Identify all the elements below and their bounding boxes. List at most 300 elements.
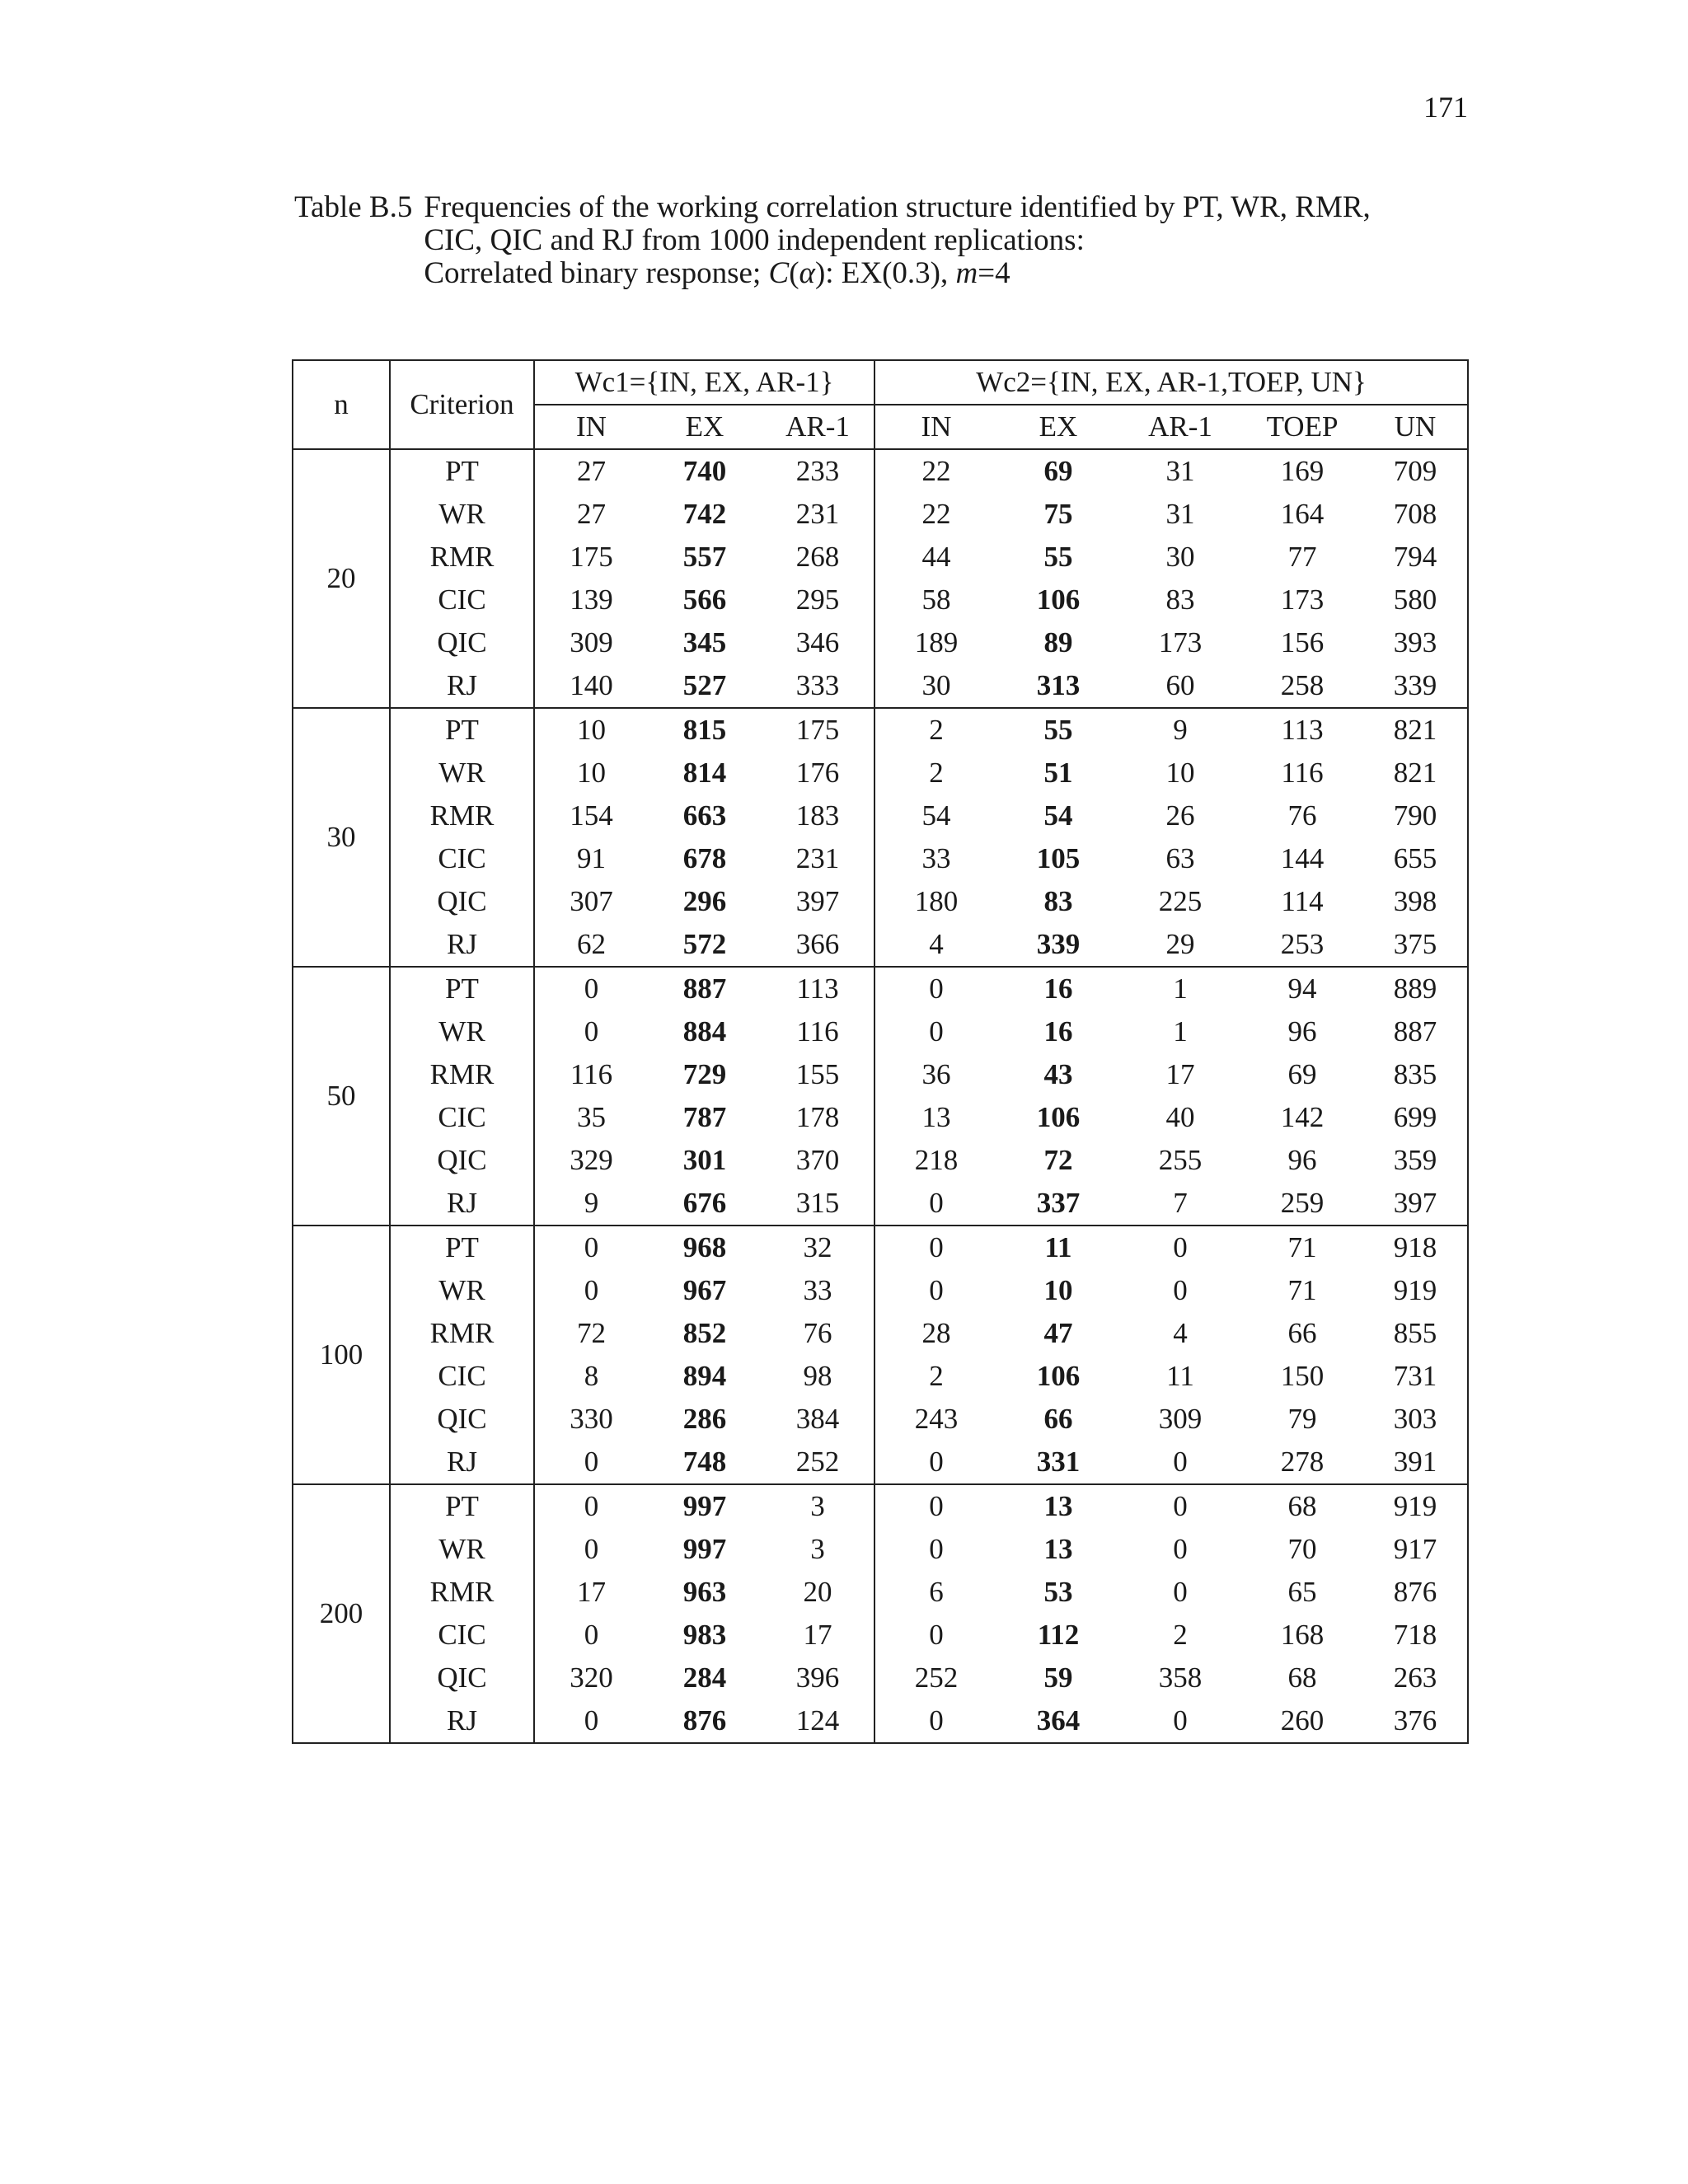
wc2-ar1-cell: 225 (1158, 885, 1203, 917)
wc2-ex-cell: 55 (1043, 714, 1073, 746)
table-label: Table B.5 (294, 190, 413, 224)
wc1-ar1-cell: 33 (762, 1269, 874, 1312)
wc2-ex-cell: 69 (1043, 455, 1073, 487)
criterion-cell: QIC (390, 1139, 534, 1182)
wc1-ex-cell: 740 (682, 455, 727, 487)
page-number: 171 (1423, 91, 1468, 124)
header-row-1 (293, 360, 1468, 405)
wc1-ar1-cell: 76 (762, 1312, 874, 1355)
wc2-toep-cell: 150 (1280, 1360, 1325, 1392)
table-row (293, 664, 1468, 708)
caption-c-symbol: C (768, 256, 790, 290)
criterion-cell: QIC (390, 1657, 534, 1699)
caption-line-3-prefix: Correlated binary response; (424, 256, 769, 290)
header-wc2-toep: TOEP (1241, 405, 1363, 449)
wc2-ex-cell: 55 (1043, 541, 1073, 573)
criterion-cell: RMR (390, 1312, 534, 1355)
wc1-in-cell: 27 (577, 455, 606, 487)
caption-body (424, 191, 1465, 290)
wc1-ar1-cell: 113 (762, 967, 874, 1010)
wc2-toep-cell: 68 (1287, 1490, 1317, 1522)
wc2-toep-cell: 169 (1280, 455, 1325, 487)
wc2-toep-cell: 96 (1287, 1144, 1317, 1176)
caption-paren-open: ( (789, 256, 799, 290)
header-wc1-ar1: AR-1 (762, 405, 874, 449)
wc1-ex-cell: 296 (682, 885, 727, 917)
criterion-cell: QIC (390, 1398, 534, 1441)
wc1-ar1-cell: 124 (762, 1699, 874, 1743)
sample-size-cell: 50 (293, 967, 390, 1226)
wc2-ex-cell: 13 (1043, 1490, 1073, 1522)
wc1-ex-cell: 894 (682, 1360, 727, 1392)
wc1-in-cell: 91 (577, 842, 606, 874)
caption-alpha-symbol: α (799, 256, 815, 290)
wc2-un-cell: 708 (1363, 493, 1468, 536)
wc2-un-cell: 835 (1363, 1053, 1468, 1096)
wc2-ar1-cell: 173 (1158, 626, 1203, 658)
wc2-toep-cell: 113 (1281, 714, 1324, 746)
caption-line-2: CIC, QIC and RJ from 1000 independent replications: (424, 223, 1085, 257)
wc2-toep-cell: 259 (1241, 1182, 1363, 1226)
wc1-ex-cell: 572 (648, 923, 762, 967)
wc2-ar1-cell: 29 (1119, 923, 1241, 967)
wc2-in-cell: 0 (929, 1619, 944, 1651)
wc2-ar1-cell: 63 (1165, 842, 1195, 874)
wc2-ar1-cell: 309 (1158, 1403, 1203, 1435)
wc1-in-cell: 0 (584, 1619, 599, 1651)
criterion-cell: QIC (390, 880, 534, 923)
criterion-cell: CIC (390, 1096, 534, 1139)
wc1-in-cell: 329 (570, 1144, 613, 1176)
header-wc2: Wc2={IN, EX, AR-1,TOEP, UN} (874, 360, 1468, 405)
wc2-ex-cell: 51 (1043, 757, 1073, 789)
wc1-in-cell: 154 (570, 799, 613, 832)
wc2-ex-cell: 106 (1036, 1360, 1081, 1392)
wc1-ex-cell: 566 (682, 583, 727, 616)
wc1-ar1-cell: 315 (762, 1182, 874, 1226)
wc2-un-cell: 876 (1363, 1571, 1468, 1614)
wc1-in-cell: 27 (577, 498, 606, 530)
wc2-ex-cell: 47 (1043, 1317, 1073, 1349)
wc2-ar1-cell: 0 (1173, 1576, 1188, 1608)
wc2-toep-cell: 253 (1241, 923, 1363, 967)
sample-size-cell: 30 (293, 708, 390, 967)
wc2-un-cell: 709 (1363, 449, 1468, 493)
wc2-un-cell: 718 (1363, 1614, 1468, 1657)
criterion-cell: PT (390, 967, 534, 1010)
wc2-ar1-cell: 0 (1173, 1274, 1188, 1306)
wc2-toep-cell: 114 (1281, 885, 1324, 917)
wc2-ar1-cell: 358 (1158, 1661, 1203, 1694)
wc2-toep-cell: 116 (1281, 757, 1324, 789)
wc1-ar1-cell: 384 (762, 1398, 874, 1441)
table-row (293, 1614, 1468, 1657)
wc1-ex-cell: 887 (682, 972, 727, 1005)
wc2-un-cell: 398 (1363, 880, 1468, 923)
wc2-toep-cell: 71 (1287, 1231, 1317, 1263)
wc1-ar1-cell: 333 (762, 664, 874, 708)
criterion-cell: PT (390, 708, 534, 752)
criterion-cell: PT (390, 1484, 534, 1528)
wc1-ex-cell: 852 (682, 1317, 727, 1349)
wc2-in-cell: 0 (929, 1231, 944, 1263)
wc1-ex-cell: 814 (682, 757, 727, 789)
wc2-in-cell: 22 (921, 455, 951, 487)
wc2-un-cell: 794 (1363, 536, 1468, 579)
wc2-ex-cell: 313 (997, 664, 1119, 708)
wc1-ar1-cell: 252 (762, 1441, 874, 1484)
wc2-in-cell: 2 (929, 714, 944, 746)
wc2-ar1-cell: 0 (1173, 1533, 1188, 1565)
wc1-in-cell: 35 (577, 1101, 606, 1133)
wc2-in-cell: 22 (921, 498, 951, 530)
wc2-in-cell: 0 (929, 1490, 944, 1522)
table-row (293, 621, 1468, 664)
wc2-ex-cell: 72 (1043, 1144, 1073, 1176)
wc2-un-cell: 821 (1363, 708, 1468, 752)
wc2-ar1-cell: 31 (1165, 498, 1195, 530)
wc2-ar1-cell: 1 (1173, 1015, 1188, 1047)
criterion-cell: RJ (390, 1699, 534, 1743)
table-row (293, 1355, 1468, 1398)
wc1-ex-cell: 742 (682, 498, 727, 530)
wc1-in-cell: 0 (584, 972, 599, 1005)
table-row (293, 1441, 1468, 1484)
table-row (293, 1010, 1468, 1053)
wc2-in-cell: 218 (914, 1144, 959, 1176)
criterion-cell: CIC (390, 837, 534, 880)
wc1-in-cell: 62 (534, 923, 648, 967)
wc1-in-cell: 72 (577, 1317, 606, 1349)
wc2-toep-cell: 71 (1287, 1274, 1317, 1306)
wc2-in-cell: 0 (929, 1274, 944, 1306)
criterion-cell: RJ (390, 664, 534, 708)
wc2-ar1-cell: 40 (1165, 1101, 1195, 1133)
wc1-ex-cell: 997 (682, 1533, 727, 1565)
header-wc2-ex: EX (997, 405, 1119, 449)
wc1-ar1-cell: 366 (762, 923, 874, 967)
wc1-ar1-cell: 176 (762, 752, 874, 794)
table-row (293, 1139, 1468, 1182)
wc2-un-cell: 919 (1363, 1269, 1468, 1312)
wc2-in-cell: 0 (874, 1699, 997, 1743)
table-row (293, 579, 1468, 621)
wc1-in-cell: 0 (584, 1533, 599, 1565)
table-body (293, 449, 1468, 1743)
criterion-cell: RJ (390, 1182, 534, 1226)
wc1-ar1-cell: 116 (762, 1010, 874, 1053)
wc1-ex-cell: 729 (682, 1058, 727, 1090)
table-row (293, 923, 1468, 967)
criterion-cell: CIC (390, 579, 534, 621)
wc1-ex-cell: 787 (682, 1101, 727, 1133)
criterion-cell: RMR (390, 1571, 534, 1614)
wc1-ex-cell: 557 (682, 541, 727, 573)
wc2-un-cell: 397 (1363, 1182, 1468, 1226)
wc2-in-cell: 13 (921, 1101, 951, 1133)
wc2-ar1-cell: 26 (1165, 799, 1195, 832)
wc2-toep-cell: 278 (1241, 1441, 1363, 1484)
table-row (293, 1398, 1468, 1441)
criterion-cell: QIC (390, 621, 534, 664)
wc1-ex-cell: 997 (682, 1490, 727, 1522)
wc1-in-cell: 175 (570, 541, 613, 573)
wc2-ar1-cell: 0 (1173, 1490, 1188, 1522)
wc2-toep-cell: 260 (1241, 1699, 1363, 1743)
wc2-ar1-cell: 255 (1158, 1144, 1203, 1176)
wc2-un-cell: 359 (1363, 1139, 1468, 1182)
wc2-ar1-cell: 60 (1119, 664, 1241, 708)
wc2-toep-cell: 69 (1287, 1058, 1317, 1090)
wc1-in-cell: 10 (577, 714, 606, 746)
wc2-toep-cell: 168 (1280, 1619, 1325, 1651)
wc2-toep-cell: 173 (1280, 583, 1325, 616)
wc2-ar1-cell: 7 (1119, 1182, 1241, 1226)
header-n: n (293, 360, 390, 449)
wc1-ar1-cell: 20 (762, 1571, 874, 1614)
wc2-toep-cell: 76 (1287, 799, 1317, 832)
wc2-ar1-cell: 17 (1165, 1058, 1195, 1090)
wc1-ar1-cell: 370 (762, 1139, 874, 1182)
wc2-toep-cell: 79 (1287, 1403, 1317, 1435)
wc1-in-cell: 0 (584, 1015, 599, 1047)
wc2-ex-cell: 83 (1043, 885, 1073, 917)
wc1-ex-cell: 676 (648, 1182, 762, 1226)
wc2-toep-cell: 96 (1287, 1015, 1317, 1047)
wc2-in-cell: 36 (921, 1058, 951, 1090)
wc1-ex-cell: 884 (682, 1015, 727, 1047)
wc1-in-cell: 320 (570, 1661, 613, 1694)
wc2-toep-cell: 142 (1280, 1101, 1325, 1133)
wc2-ex-cell: 112 (1037, 1619, 1080, 1651)
wc2-un-cell: 655 (1363, 837, 1468, 880)
header-wc2-ar1: AR-1 (1119, 405, 1241, 449)
wc1-in-cell: 0 (534, 1441, 648, 1484)
caption-line-1: Frequencies of the working correlation structure identified by PT, WR, RMR, (424, 190, 1371, 224)
criterion-cell: WR (390, 493, 534, 536)
sample-size-cell: 200 (293, 1484, 390, 1743)
header-criterion: Criterion (390, 360, 534, 449)
table-row (293, 1484, 1468, 1528)
header-wc2-in: IN (874, 405, 997, 449)
wc2-ex-cell: 11 (1044, 1231, 1072, 1263)
wc1-in-cell: 8 (584, 1360, 599, 1392)
criterion-cell: WR (390, 752, 534, 794)
wc1-ar1-cell: 3 (762, 1484, 874, 1528)
caption-m-symbol: m (955, 256, 978, 290)
wc2-ex-cell: 105 (1036, 842, 1081, 874)
table-row (293, 1571, 1468, 1614)
table-row (293, 449, 1468, 493)
wc2-un-cell: 731 (1363, 1355, 1468, 1398)
wc1-ar1-cell: 396 (762, 1657, 874, 1699)
wc2-un-cell: 855 (1363, 1312, 1468, 1355)
frequency-table (292, 359, 1469, 1744)
wc2-in-cell: 2 (929, 1360, 944, 1392)
wc2-un-cell: 887 (1363, 1010, 1468, 1053)
wc1-ex-cell: 301 (682, 1144, 727, 1176)
wc2-un-cell: 821 (1363, 752, 1468, 794)
wc2-in-cell: 4 (874, 923, 997, 967)
wc1-ar1-cell: 175 (762, 708, 874, 752)
criterion-cell: RJ (390, 1441, 534, 1484)
wc2-ar1-cell: 0 (1119, 1441, 1241, 1484)
wc2-ex-cell: 16 (1043, 972, 1073, 1005)
table-header (293, 360, 1468, 449)
wc2-toep-cell: 77 (1287, 541, 1317, 573)
criterion-cell: PT (390, 1226, 534, 1269)
wc2-in-cell: 0 (929, 1533, 944, 1565)
wc2-ex-cell: 13 (1043, 1533, 1073, 1565)
wc2-ex-cell: 43 (1043, 1058, 1073, 1090)
wc1-ar1-cell: 268 (762, 536, 874, 579)
wc2-un-cell: 919 (1363, 1484, 1468, 1528)
wc2-ar1-cell: 31 (1165, 455, 1195, 487)
wc1-in-cell: 0 (584, 1231, 599, 1263)
wc1-in-cell: 140 (534, 664, 648, 708)
wc1-in-cell: 309 (570, 626, 613, 658)
wc2-ar1-cell: 11 (1166, 1360, 1194, 1392)
wc2-in-cell: 2 (929, 757, 944, 789)
table-row (293, 837, 1468, 880)
wc1-ar1-cell: 231 (762, 493, 874, 536)
table-caption (294, 191, 1465, 290)
criterion-cell: WR (390, 1528, 534, 1571)
wc2-ex-cell: 364 (997, 1699, 1119, 1743)
wc1-ex-cell: 815 (682, 714, 727, 746)
table-row (293, 1053, 1468, 1096)
wc1-ar1-cell: 183 (762, 794, 874, 837)
wc2-ar1-cell: 9 (1173, 714, 1188, 746)
header-wc1-in: IN (534, 405, 648, 449)
table-row (293, 880, 1468, 923)
wc1-ex-cell: 963 (682, 1576, 727, 1608)
wc1-in-cell: 9 (534, 1182, 648, 1226)
wc1-in-cell: 330 (570, 1403, 613, 1435)
wc2-ex-cell: 106 (1036, 1101, 1081, 1133)
criterion-cell: CIC (390, 1355, 534, 1398)
wc1-ar1-cell: 295 (762, 579, 874, 621)
wc2-ex-cell: 10 (1043, 1274, 1073, 1306)
wc2-un-cell: 375 (1363, 923, 1468, 967)
sample-size-cell: 100 (293, 1226, 390, 1484)
header-wc2-un: UN (1363, 405, 1468, 449)
wc2-toep-cell: 66 (1287, 1317, 1317, 1349)
wc1-ex-cell: 967 (682, 1274, 727, 1306)
wc2-in-cell: 0 (929, 972, 944, 1005)
criterion-cell: RMR (390, 536, 534, 579)
criterion-cell: RMR (390, 1053, 534, 1096)
wc2-ar1-cell: 1 (1173, 972, 1188, 1005)
criterion-cell: CIC (390, 1614, 534, 1657)
wc1-in-cell: 139 (570, 583, 613, 616)
table-row (293, 536, 1468, 579)
wc2-un-cell: 391 (1363, 1441, 1468, 1484)
wc1-in-cell: 116 (570, 1058, 613, 1090)
wc2-in-cell: 0 (874, 1182, 997, 1226)
table-row (293, 1528, 1468, 1571)
wc1-ar1-cell: 155 (762, 1053, 874, 1096)
wc2-un-cell: 917 (1363, 1528, 1468, 1571)
table-row (293, 1226, 1468, 1269)
wc2-ex-cell: 53 (1043, 1576, 1073, 1608)
criterion-cell: RMR (390, 794, 534, 837)
wc2-in-cell: 54 (921, 799, 951, 832)
wc2-in-cell: 30 (874, 664, 997, 708)
table-row (293, 708, 1468, 752)
wc2-ar1-cell: 0 (1173, 1231, 1188, 1263)
wc2-toep-cell: 258 (1241, 664, 1363, 708)
table-row (293, 493, 1468, 536)
wc2-in-cell: 6 (929, 1576, 944, 1608)
table-row (293, 1657, 1468, 1699)
wc1-ex-cell: 663 (682, 799, 727, 832)
wc2-ar1-cell: 0 (1119, 1699, 1241, 1743)
wc2-ex-cell: 54 (1043, 799, 1073, 832)
wc2-ex-cell: 331 (997, 1441, 1119, 1484)
wc1-ar1-cell: 98 (762, 1355, 874, 1398)
wc2-ar1-cell: 4 (1173, 1317, 1188, 1349)
wc2-un-cell: 376 (1363, 1699, 1468, 1743)
table-row (293, 1269, 1468, 1312)
wc1-ar1-cell: 32 (762, 1226, 874, 1269)
wc2-un-cell: 339 (1363, 664, 1468, 708)
wc1-ex-cell: 345 (682, 626, 727, 658)
wc2-ar1-cell: 2 (1173, 1619, 1188, 1651)
wc1-ex-cell: 876 (648, 1699, 762, 1743)
wc2-in-cell: 28 (921, 1317, 951, 1349)
wc1-ar1-cell: 3 (762, 1528, 874, 1571)
wc1-ar1-cell: 397 (762, 880, 874, 923)
wc2-in-cell: 252 (914, 1661, 959, 1694)
wc2-ex-cell: 75 (1043, 498, 1073, 530)
criterion-cell: WR (390, 1269, 534, 1312)
wc1-ex-cell: 527 (648, 664, 762, 708)
header-wc1-ex: EX (648, 405, 762, 449)
wc2-toep-cell: 68 (1287, 1661, 1317, 1694)
wc1-in-cell: 0 (584, 1490, 599, 1522)
table-row (293, 1699, 1468, 1743)
table-row (293, 1096, 1468, 1139)
wc1-in-cell: 10 (577, 757, 606, 789)
wc2-un-cell: 790 (1363, 794, 1468, 837)
wc2-ex-cell: 337 (997, 1182, 1119, 1226)
wc2-ar1-cell: 30 (1165, 541, 1195, 573)
wc1-ar1-cell: 178 (762, 1096, 874, 1139)
wc2-in-cell: 243 (914, 1403, 959, 1435)
wc1-ex-cell: 983 (682, 1619, 727, 1651)
table-row (293, 967, 1468, 1010)
wc1-ex-cell: 284 (682, 1661, 727, 1694)
wc2-un-cell: 699 (1363, 1096, 1468, 1139)
wc2-ar1-cell: 83 (1165, 583, 1195, 616)
wc2-un-cell: 918 (1363, 1226, 1468, 1269)
wc2-un-cell: 393 (1363, 621, 1468, 664)
wc2-in-cell: 58 (921, 583, 951, 616)
wc1-in-cell: 0 (534, 1699, 648, 1743)
wc2-in-cell: 0 (929, 1015, 944, 1047)
wc2-un-cell: 889 (1363, 967, 1468, 1010)
caption-line-3 (424, 257, 1465, 290)
wc2-ex-cell: 339 (997, 923, 1119, 967)
table-row (293, 1312, 1468, 1355)
wc1-ar1-cell: 346 (762, 621, 874, 664)
wc2-ex-cell: 89 (1043, 626, 1073, 658)
wc2-in-cell: 44 (921, 541, 951, 573)
table-row (293, 1182, 1468, 1226)
wc1-ex-cell: 678 (682, 842, 727, 874)
wc1-in-cell: 17 (577, 1576, 606, 1608)
